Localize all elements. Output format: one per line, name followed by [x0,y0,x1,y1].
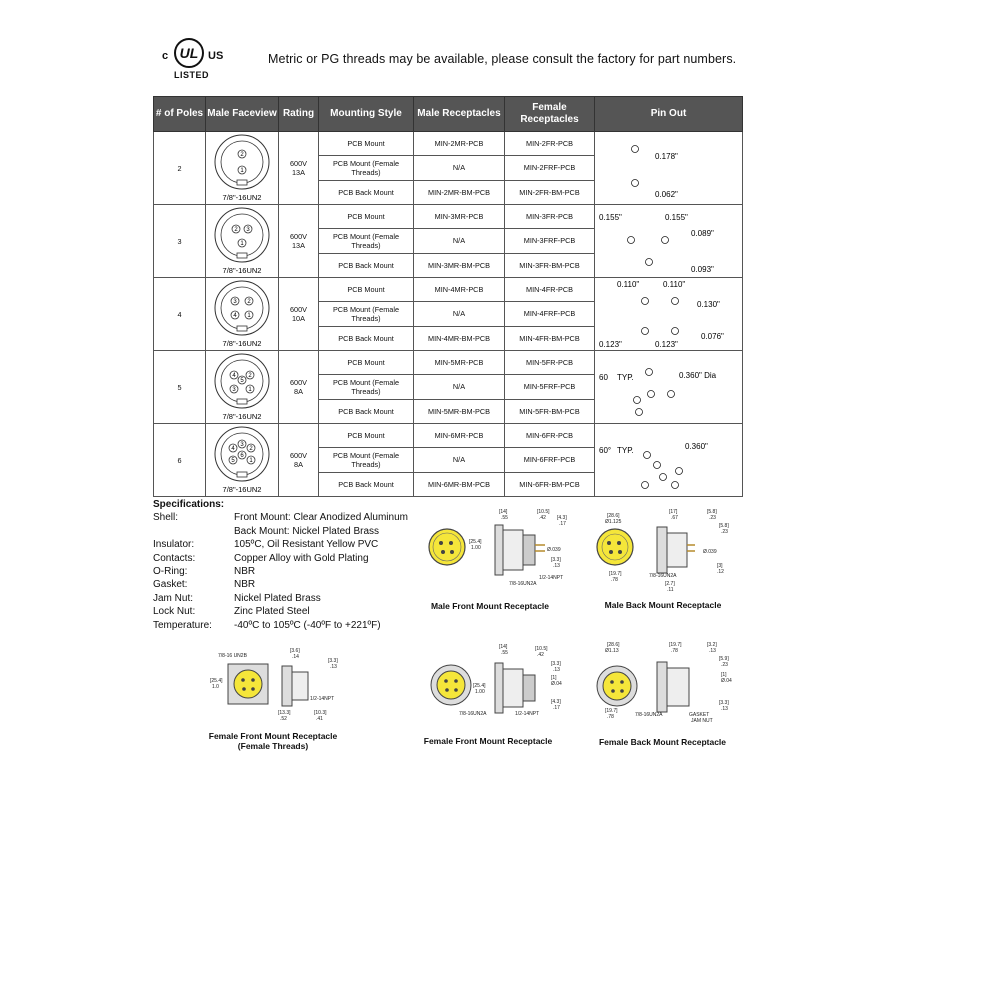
specifications [153,498,408,632]
female-part-number: MIN-5FR-BM-PCB [505,399,595,423]
male-part-number: N/A [414,156,505,180]
pin-number: 4 [233,313,237,320]
rating [279,205,319,278]
mounting-style: PCB Mount (Female Threads) [319,375,414,399]
male-back-dim-6: [5.8] [719,523,729,529]
pinout-hole [660,474,667,481]
pinout-dimension: 0.089" [691,229,714,238]
male-faceview [206,132,279,205]
female-front-caption: Female Front Mount Receptacle [423,736,553,746]
spec-key: Contacts: [153,552,196,564]
pin-number: 1 [249,458,253,465]
male-part-number: MIN-6MR-PCB [414,424,505,448]
pinout-dimension: 0.093" [691,265,714,274]
mounting-style: PCB Back Mount [319,253,414,277]
female-back-mount-drawing [595,638,745,734]
pinout-dimension: 0.076" [701,332,724,341]
female-back-dim-4: [3.2] [707,642,717,648]
male-faceview [206,351,279,424]
male-faceview [206,424,279,497]
table-row [154,351,743,375]
pinout-hole [636,409,643,416]
female-thread-dim-3: [3.3] [328,658,338,664]
pinout-hole [672,482,679,489]
male-faceview [206,278,279,351]
thread-size-label: 7/8"-16UN2 [222,266,262,275]
spec-row [153,565,408,578]
pin-out-icon [595,279,741,349]
male-part-number: N/A [414,302,505,326]
male-faceview [206,205,279,278]
spec-key: Insulator: [153,539,195,551]
female-thread-dim-2: .14 [292,654,299,660]
spec-key: Shell: [153,512,179,524]
female-back-dim-15: GASKET [689,712,710,718]
pin-number: 5 [240,378,244,385]
spec-value: NBR [234,566,256,578]
spec-key: O-Ring: [153,566,188,578]
mounting-style: PCB Mount [319,278,414,302]
male-front-dim-4: [4.3] [557,515,567,521]
female-thread-dim-11: .41 [316,716,323,722]
female-part-number: MIN-5FR-PCB [505,351,595,375]
female-back-dim-1: Ø1.13 [605,648,619,654]
pin-out-icon [595,206,741,276]
female-front-dim-7: Ø.04 [551,681,562,687]
mounting-style: PCB Mount [319,205,414,229]
female-front-threads-caption [198,731,348,751]
mounting-style: PCB Mount (Female Threads) [319,229,414,253]
faceview-icon [206,351,278,423]
pin-out-diagram [595,278,743,351]
male-front-dim-8: Ø.039 [547,547,561,553]
ul-listed-logo [162,36,224,86]
female-back-dim-7: .23 [721,662,728,668]
female-thread-dim-1: [3.6] [290,648,300,654]
pinout-dimension: 60 [599,373,608,382]
mounting-style: PCB Mount [319,351,414,375]
faceview-icon [206,132,278,204]
table-row [154,278,743,302]
spec-value: Nickel Plated Brass [234,592,321,604]
female-thread-dim-10: [10.3] [314,710,327,716]
pin-number: 4 [231,446,235,453]
pinout-hole [644,452,651,459]
pinout-dimension: 0.155" [599,213,622,222]
pin-number: 2 [249,446,253,453]
female-front-dim-12: 7/8-16UN2A [459,711,487,717]
thread-size-label: 7/8"-16UN2 [222,339,262,348]
mounting-style: PCB Mount (Female Threads) [319,156,414,180]
female-front-mount-drawing [425,643,595,733]
pin-number: 3 [232,387,236,394]
male-part-number: N/A [414,448,505,472]
faceview-icon [206,424,278,496]
rating [279,278,319,351]
pin-number: 5 [231,458,235,465]
male-back-dim-9: [3] [717,563,723,569]
male-front-dim-3: .42 [539,515,546,521]
male-front-dim-10: .13 [553,563,560,569]
female-back-dim-9: Ø.04 [721,678,732,684]
male-back-dim-3: .67 [671,515,678,521]
male-back-dim-14: [19.7] [609,571,622,577]
pin-number: 2 [248,373,252,380]
female-part-number: MIN-2FR-PCB [505,132,595,156]
spec-value: -40ºC to 105ºC (-40ºF to +221ºF) [234,619,381,631]
logo-listed: LISTED [174,70,210,80]
female-back-dim-2: [19.7] [669,642,682,648]
female-front-dim-10: [4.3] [551,699,561,705]
pinout-hole [642,482,649,489]
female-back-dim-14: 7/8-16UN2A [635,712,663,718]
rating-amperage: 8A [294,387,303,396]
female-part-number: MIN-5FRF-PCB [505,375,595,399]
pin-number: 3 [246,227,250,234]
female-front-dim-8: [25.4] [473,683,486,689]
pinout-hole [632,180,639,187]
female-front-dim-2: [10.5] [535,646,548,652]
female-back-dim-0: [28.6] [607,642,620,648]
female-back-dim-8: [1] [721,672,727,678]
pinout-hole [672,298,679,305]
spec-key: Lock Nut: [153,606,196,618]
spec-row [153,552,408,565]
poles-count: 5 [154,351,206,424]
male-part-number: MIN-6MR-BM-PCB [414,472,505,496]
female-front-dim-11: .17 [553,705,560,711]
thread-size-label: 7/8"-16UN2 [222,485,262,494]
male-front-dim-1: .55 [501,515,508,521]
male-front-dim-6: [25.4] [469,539,482,545]
male-front-dim-12: 7/8-16UN2A [509,581,537,587]
male-back-dim-8: Ø.039 [703,549,717,555]
female-part-number: MIN-6FR-BM-PCB [505,472,595,496]
spec-row [153,592,408,605]
thread-note: Metric or PG threads may be available, please consult the factory for part numbers. [268,52,737,66]
male-part-number: MIN-3MR-BM-PCB [414,253,505,277]
header-male: Male Receptacles [414,97,505,132]
spec-row [153,511,408,524]
female-thread-dim-5: [25.4] [210,678,223,684]
female-back-dim-16: JAM NUT [691,718,713,724]
female-part-number: MIN-3FR-BM-PCB [505,253,595,277]
pinout-dimension: 0.178" [655,152,678,161]
male-front-dim-2: [10.5] [537,509,550,515]
female-front-dim-3: .42 [537,652,544,658]
male-back-dim-15: .78 [611,577,618,583]
rating-amperage: 13A [292,241,305,250]
spec-key: Temperature: [153,619,212,631]
pinout-dimension: 60° [599,446,612,455]
male-front-dim-7: 1.00 [471,545,481,551]
female-thread-dim-0: 7/8-16 UN2B [218,653,247,659]
male-part-number: MIN-2MR-BM-PCB [414,180,505,204]
male-part-number: MIN-5MR-PCB [414,351,505,375]
rating-voltage: 600V [289,305,308,314]
male-part-number: MIN-2MR-PCB [414,132,505,156]
pinout-dimension: 0.123" [655,340,678,349]
male-part-number: MIN-5MR-BM-PCB [414,399,505,423]
female-front-threads-drawing [210,648,350,728]
faceview-icon [206,278,278,350]
female-front-dim-5: .13 [553,667,560,673]
pinout-dimension: 0.130" [697,300,720,309]
male-back-dim-10: .12 [717,569,724,575]
pin-out-icon [595,352,741,422]
female-back-dim-10: [3.3] [719,700,729,706]
rating-amperage: 8A [294,460,303,469]
header-rating: Rating [279,97,319,132]
female-back-dim-5: .13 [709,648,716,654]
spec-row [153,578,408,591]
header-female: Female Receptacles [505,97,595,132]
mounting-style: PCB Mount (Female Threads) [319,448,414,472]
female-front-dim-4: [3.3] [551,661,561,667]
pin-out-diagram [595,132,743,205]
male-front-mount-drawing [425,505,595,597]
female-back-dim-11: .13 [721,706,728,712]
pinout-dimension: 0.123" [599,340,622,349]
thread-size-label: 7/8"-16UN2 [222,193,262,202]
pin-out-diagram [595,424,743,497]
male-part-number: MIN-3MR-PCB [414,205,505,229]
rating-voltage: 600V [289,378,308,387]
pinout-hole [642,298,649,305]
female-front-threads-caption-line1: Female Front Mount Receptacle [208,731,338,741]
pinout-hole [662,237,669,244]
spec-row [153,605,408,618]
spec-row [153,619,408,632]
spec-key: Jam Nut: [153,592,194,604]
pinout-dimension: 0.062" [655,190,678,199]
female-back-dim-12: [19.7] [605,708,618,714]
female-front-dim-1: .55 [501,650,508,656]
mounting-style: PCB Mount [319,424,414,448]
male-front-caption: Male Front Mount Receptacle [430,601,550,611]
male-front-dim-9: [3.3] [551,557,561,563]
pinout-hole [628,237,635,244]
spec-key [153,525,234,538]
pin-number: 2 [240,152,244,159]
header-poles: # of Poles [154,97,206,132]
male-back-dim-4: [5.8] [707,509,717,515]
female-part-number: MIN-2FR-BM-PCB [505,180,595,204]
male-back-dim-1: Ø1.125 [605,519,622,525]
poles-count: 2 [154,132,206,205]
pinout-hole [634,397,641,404]
male-back-dim-12: [2.7] [665,581,675,587]
poles-count: 4 [154,278,206,351]
mounting-style: PCB Back Mount [319,472,414,496]
male-front-dim-11: 1/2-14NPT [539,575,564,581]
thread-size-label: 7/8"-16UN2 [222,412,262,421]
pinout-dimension: 0.360" [685,442,708,451]
male-back-dim-5: .23 [709,515,716,521]
logo-ul: UL [174,38,204,68]
spec-row [153,538,408,551]
spec-value: Front Mount: Clear Anodized Aluminum [234,512,408,524]
male-front-dim-0: [14] [499,509,508,515]
female-thread-dim-4: .13 [330,664,337,670]
male-back-dim-0: [28.6] [607,513,620,519]
pin-number: 1 [240,241,244,248]
pinout-dimension: 0.110" [617,280,640,289]
male-back-dim-2: [17] [669,509,678,515]
female-thread-dim-8: [13.3] [278,710,291,716]
rating [279,132,319,205]
spec-value: Back Mount: Nickel Plated Brass [234,525,380,537]
header-mounting: Mounting Style [319,97,414,132]
pinout-hole [646,259,653,266]
female-front-dim-13: 1/2-14NPT [515,711,540,717]
mounting-style: PCB Back Mount [319,180,414,204]
pinout-dimension: TYP. [617,446,634,455]
pinout-dimension: 0.110" [663,280,686,289]
male-part-number: MIN-4MR-BM-PCB [414,326,505,350]
female-front-threads-caption-line2: (Female Threads) [237,741,309,751]
pinout-dimension: TYP. [617,373,634,382]
poles-count: 6 [154,424,206,497]
mounting-style: PCB Mount (Female Threads) [319,302,414,326]
pinout-hole [632,146,639,153]
pinout-hole [672,328,679,335]
pin-number: 1 [248,387,252,394]
female-thread-dim-9: .52 [280,716,287,722]
spec-value: 105ºC, Oil Resistant Yellow PVC [234,539,379,551]
pinout-dimension: 0.360" Dia [679,371,717,380]
pin-number: 4 [232,373,236,380]
female-part-number: MIN-4FR-PCB [505,278,595,302]
female-back-dim-3: .78 [671,648,678,654]
pinout-hole [654,462,661,469]
female-part-number: MIN-2FRF-PCB [505,156,595,180]
connector-table [153,96,743,497]
rating-voltage: 600V [289,451,308,460]
female-front-dim-6: [1] [551,675,557,681]
pin-number: 6 [240,453,244,460]
table-row [154,424,743,448]
table-row [154,132,743,156]
female-thread-dim-7: 1/2-14NPT [310,696,335,702]
spec-value: Copper Alloy with Gold Plating [234,552,369,564]
female-back-caption: Female Back Mount Receptacle [598,737,727,747]
male-back-dim-11: 7/8-16UN2A [649,573,677,579]
table-header-row [154,97,743,132]
female-part-number: MIN-6FRF-PCB [505,448,595,472]
logo-us: US [208,50,224,62]
male-back-dim-13: .11 [667,587,674,593]
rating-voltage: 600V [289,232,308,241]
spec-value: NBR [234,579,256,591]
header-faceview: Male Faceview [206,97,279,132]
pinout-hole [642,328,649,335]
header-pinout: Pin Out [595,97,743,132]
faceview-icon [206,205,278,277]
male-back-caption: Male Back Mount Receptacle [604,600,722,610]
pin-number: 2 [234,227,238,234]
female-part-number: MIN-6FR-PCB [505,424,595,448]
rating [279,351,319,424]
mounting-style: PCB Back Mount [319,326,414,350]
spec-key: Gasket: [153,579,188,591]
female-front-dim-0: [14] [499,644,508,650]
male-part-number: N/A [414,375,505,399]
female-back-dim-6: [5.9] [719,656,729,662]
male-back-dim-7: .23 [721,529,728,535]
pinout-hole [668,391,675,398]
female-front-dim-9: 1.00 [475,689,485,695]
rating-amperage: 10A [292,314,305,323]
female-part-number: MIN-4FRF-PCB [505,302,595,326]
spec-value: Zinc Plated Steel [234,606,310,618]
table-row [154,205,743,229]
rating-voltage: 600V [289,159,308,168]
pinout-hole [646,369,653,376]
rating [279,424,319,497]
specifications-title: Specifications: [153,499,225,510]
pinout-dimension: 0.155" [665,213,688,222]
rating-amperage: 13A [292,168,305,177]
pin-number: 3 [233,299,237,306]
pin-number: 1 [240,168,244,175]
pinout-hole [676,468,683,475]
female-part-number: MIN-3FRF-PCB [505,229,595,253]
female-part-number: MIN-4FR-BM-PCB [505,326,595,350]
male-part-number: N/A [414,229,505,253]
pin-number: 2 [247,299,251,306]
mounting-style: PCB Mount [319,132,414,156]
female-thread-dim-6: 1.0 [212,684,219,690]
pin-number: 3 [240,442,244,449]
male-part-number: MIN-4MR-PCB [414,278,505,302]
pin-out-icon [595,133,741,203]
mounting-style: PCB Back Mount [319,399,414,423]
poles-count: 3 [154,205,206,278]
male-back-mount-drawing [595,505,745,597]
spec-row [153,525,408,538]
pinout-hole [648,391,655,398]
female-part-number: MIN-3FR-PCB [505,205,595,229]
pin-out-icon [595,425,741,495]
pin-out-diagram [595,351,743,424]
pin-out-diagram [595,205,743,278]
female-back-dim-13: .78 [607,714,614,720]
logo-c: c [162,50,169,62]
male-front-dim-5: .17 [559,521,566,527]
pin-number: 1 [247,313,251,320]
